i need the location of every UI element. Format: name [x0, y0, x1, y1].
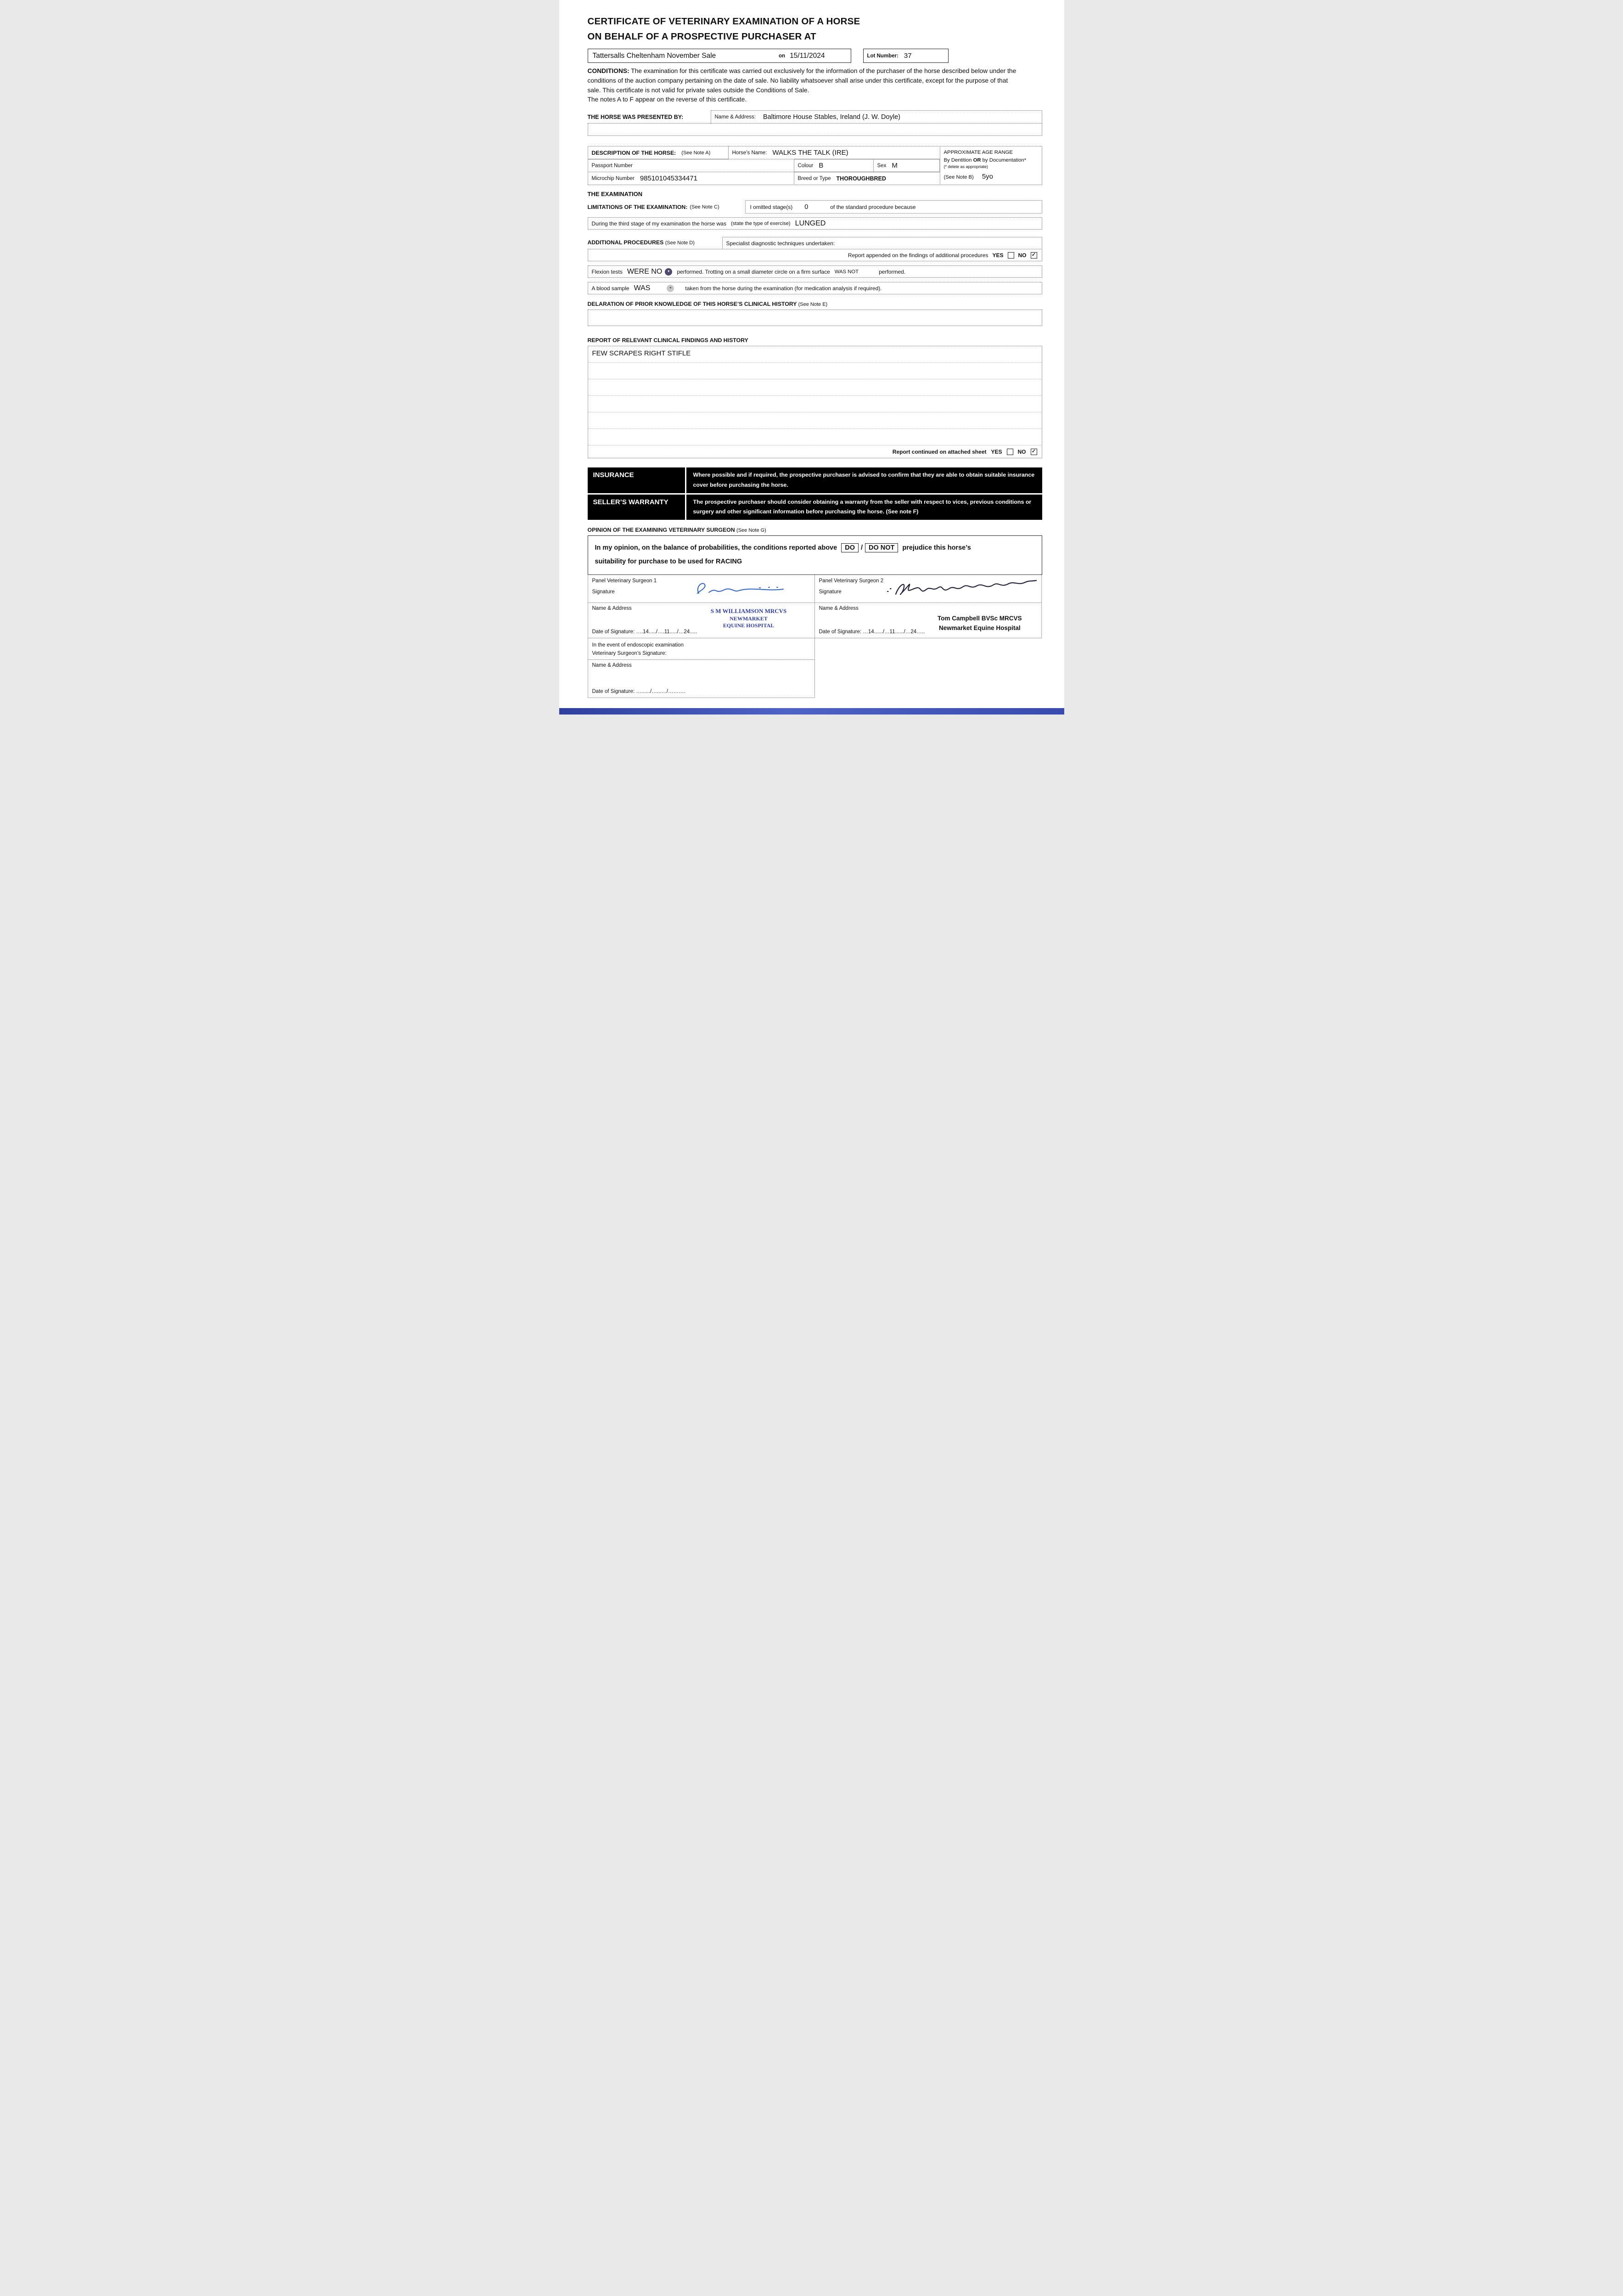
breed-value[interactable]: THOROUGHBRED — [836, 175, 886, 182]
report-continued-no-label: NO — [1017, 448, 1026, 455]
findings-heading: REPORT OF RELEVANT CLINICAL FINDINGS AND HISTORY — [587, 337, 748, 344]
insurance-label: INSURANCE — [588, 467, 685, 493]
age-range-see-note: (See Note B) — [943, 174, 974, 180]
surgeon1-stamp — [705, 608, 792, 630]
footer-bar — [559, 708, 1064, 715]
stamp-line-2: NEWMARKET — [730, 615, 768, 622]
sex-value[interactable]: M — [892, 162, 898, 170]
flexion-tests-field[interactable] — [588, 265, 1042, 278]
additional-procedures-row — [588, 237, 1042, 249]
report-appended-no-label: NO — [1018, 252, 1027, 259]
flexion-value[interactable]: WERE NO — [627, 267, 663, 276]
presented-by-value[interactable]: Baltimore House Stables, Ireland (J. W. Doyle) — [763, 113, 900, 121]
presented-by-label: THE HORSE WAS PRESENTED BY: — [587, 113, 684, 120]
findings-empty-row[interactable] — [588, 379, 1042, 396]
surgeon2-date-of-signature[interactable]: Date of Signature: …14....../…11....../…24….. — [819, 629, 925, 635]
sellers-warranty-label: SELLER’S WARRANTY — [588, 495, 685, 520]
report-continued-yes-checkbox[interactable] — [1007, 449, 1013, 455]
surgeon2-signature-label: Signature — [819, 589, 842, 595]
surgeon2-name-address-cell[interactable] — [814, 602, 1042, 638]
sale-name-value[interactable]: Tattersalls Cheltenham November Sale — [592, 51, 716, 60]
findings-entry[interactable]: FEW SCRAPES RIGHT STIFLE — [592, 349, 691, 358]
surgeon2-signature-image — [884, 576, 1040, 602]
breed-field[interactable] — [794, 172, 940, 185]
surgeon2-name: Tom Campbell BVSc MRCVS — [937, 615, 1022, 622]
description-label-cell — [588, 146, 729, 159]
limitations-row — [588, 200, 1042, 214]
flexion-prefix: Flexion tests — [591, 268, 623, 275]
surgeon1-name-address-label: Name & Address — [592, 606, 632, 611]
omitted-suffix: of the standard procedure because — [830, 203, 916, 210]
flexion-mid-text: performed. Trotting on a small diameter circle on a firm surface — [677, 268, 830, 275]
opinion-line-2: suitability for purchase to be used for RACING — [595, 558, 742, 565]
surgeon2-name-block — [938, 614, 1022, 633]
additional-procedures-label: ADDITIONAL PROCEDURES (See Note D) — [587, 239, 695, 246]
stamp-line-1: S M WILLIAMSON MRCVS — [710, 608, 787, 614]
lot-number-label: Lot Number: — [867, 53, 899, 59]
report-continued-row — [588, 445, 1042, 458]
colour-value[interactable]: B — [819, 162, 824, 170]
findings-empty-row[interactable] — [588, 412, 1042, 429]
opinion-heading-note: (See Note G) — [736, 528, 766, 533]
sale-date-value[interactable]: 15/11/2024 — [790, 51, 825, 60]
endoscopic-signature-cell[interactable] — [588, 638, 815, 660]
findings-empty-row[interactable] — [588, 429, 1042, 445]
certificate-page — [559, 0, 1064, 715]
lot-number-value[interactable]: 37 — [904, 52, 912, 60]
endoscopic-line-2: Veterinary Surgeon’s Signature: — [592, 651, 667, 657]
surgeon1-signature-label: Signature — [592, 589, 615, 595]
omitted-prefix: I omitted stage(s) — [750, 203, 793, 210]
do-option[interactable]: DO — [841, 543, 859, 552]
opinion-slash: / — [860, 544, 863, 551]
endoscopic-name-address-label: Name & Address — [592, 663, 632, 668]
age-range-delete-note: (* delete as appropriate) — [943, 164, 988, 169]
blood-suffix: taken from the horse during the examination (for medication analysis if required). — [685, 285, 882, 292]
sale-on-label: on — [779, 53, 786, 59]
passport-field[interactable] — [588, 159, 794, 172]
opinion-use-value[interactable]: RACING — [715, 558, 742, 565]
endoscopic-name-address-cell[interactable] — [588, 659, 815, 698]
passport-label: Passport Number — [591, 163, 633, 169]
conditions-note: The notes A to F appear on the reverse of this certificate. — [587, 96, 747, 103]
presented-by-extra-field[interactable] — [588, 123, 1042, 136]
certificate-content — [559, 0, 1064, 698]
horse-name-field[interactable] — [728, 146, 940, 159]
report-appended-row — [588, 249, 1042, 261]
conditions-paragraph — [588, 67, 1022, 105]
surgeon1-label: Panel Veterinary Surgeon 1 — [592, 578, 657, 584]
age-range-panel — [940, 146, 1042, 185]
surgeon1-name-address-cell[interactable] — [588, 602, 815, 638]
blood-sample-field[interactable] — [588, 282, 1042, 294]
report-continued-yes-label: YES — [991, 448, 1002, 455]
insurance-warranty-block — [588, 467, 1042, 520]
report-appended-yes-label: YES — [992, 252, 1004, 259]
findings-entry-row[interactable] — [588, 346, 1042, 363]
blood-value[interactable]: WAS — [634, 284, 651, 292]
report-appended-no-checkbox[interactable]: ✓ — [1031, 252, 1037, 259]
omitted-stages-field[interactable] — [745, 200, 1042, 214]
declaration-note: (See Note E) — [798, 302, 828, 308]
declaration-field[interactable] — [588, 310, 1042, 326]
report-continued-no-checkbox[interactable]: ✓ — [1031, 449, 1037, 455]
opinion-heading: OPINION OF THE EXAMINING VETERINARY SURGEON (See Note G) — [587, 527, 766, 533]
breed-label: Breed or Type — [797, 175, 831, 181]
third-stage-text: During the third stage of my examination the horse was — [591, 220, 726, 227]
horse-name-value[interactable]: WALKS THE TALK (IRE) — [772, 149, 848, 157]
findings-box — [588, 346, 1042, 458]
report-continued-label: Report continued on attached sheet — [892, 448, 987, 455]
additional-procedures-note: (See Note D) — [665, 240, 695, 246]
microchip-value[interactable]: 985101045334471 — [640, 174, 697, 183]
sex-field[interactable] — [873, 159, 940, 172]
declaration-heading: DELARATION OF PRIOR KNOWLEDGE OF THIS HORSE’S CLINICAL HISTORY (See Note E) — [587, 301, 828, 308]
conditions-label: CONDITIONS: — [587, 68, 629, 74]
lot-number-box[interactable] — [863, 49, 949, 63]
name-address-label: Name & Address: — [714, 114, 756, 120]
description-label: DESCRIPTION OF THE HORSE: — [591, 149, 676, 156]
findings-empty-row[interactable] — [588, 363, 1042, 379]
endoscopic-date-of-signature[interactable]: Date of Signature: …....../…...…/………. — [592, 689, 685, 694]
specialist-techniques-label: Specialist diagnostic techniques undertaken: — [726, 240, 835, 247]
limitations-note: (See Note C) — [690, 204, 719, 210]
sex-label: Sex — [877, 163, 887, 169]
horse-name-label: Horse’s Name: — [732, 150, 767, 156]
endoscopic-line-1: In the event of endoscopic examination — [592, 642, 684, 648]
description-label-note: (See Note A) — [681, 150, 711, 156]
surgeon1-date-of-signature[interactable]: Date of Signature: ….14...../….11...../…24..... — [592, 629, 697, 635]
opinion-line-1: In my opinion, on the balance of probabilities, the conditions reported above DO / DO NOT prejudice this horse’s — [595, 544, 971, 551]
age-range-method: By Dentition OR by Documentation* — [943, 157, 1027, 163]
sellers-warranty-text: The prospective purchaser should consider obtaining a warranty from the seller with respect to vices, previous conditions or surgery and other significant information before purchasing the horse. (See note F) — [686, 495, 1042, 520]
surgeon1-signature-cell[interactable] — [588, 574, 815, 603]
surgeon1-signature-image — [691, 579, 797, 600]
signatures-section — [588, 575, 1042, 698]
microchip-label: Microchip Number — [591, 175, 635, 181]
blood-prefix: A blood sample — [591, 285, 629, 292]
title-line-1: CERTIFICATE OF VETERINARY EXAMINATION OF A HORSE — [587, 16, 860, 27]
colour-label: Colour — [797, 163, 814, 169]
third-stage-field[interactable] — [588, 217, 1042, 230]
do-not-option[interactable]: DO NOT — [865, 543, 898, 552]
horse-description-table — [588, 146, 1042, 185]
examination-heading: THE EXAMINATION — [587, 191, 643, 198]
surgeon2-label: Panel Veterinary Surgeon 2 — [819, 578, 884, 584]
presented-by-section — [588, 110, 1042, 136]
third-stage-note: (state the type of exercise) — [730, 220, 791, 226]
stamp-line-3: EQUINE HOSPITAL — [723, 622, 775, 629]
age-range-value[interactable]: 5yo — [982, 172, 993, 180]
title-line-2: ON BEHALF OF A PROSPECTIVE PURCHASER AT — [587, 31, 816, 42]
insurance-text: Where possible and if required, the prospective purchaser is advised to confirm that they are able to obtain suitable insurance cover before purchasing the horse. — [686, 467, 1042, 493]
age-range-title: APPROXIMATE AGE RANGE — [943, 150, 1013, 156]
microchip-field[interactable] — [588, 172, 794, 185]
surgeon2-name-address-label: Name & Address — [819, 606, 859, 611]
flexion-dropdown-icon[interactable]: ▼ — [665, 268, 672, 276]
circle-test-value[interactable]: WAS NOT — [834, 269, 859, 275]
sale-name-box[interactable] — [588, 49, 851, 63]
blood-dropdown-icon[interactable]: ▼ — [667, 285, 674, 292]
surgeon2-signature-cell[interactable] — [814, 574, 1042, 603]
colour-field[interactable] — [794, 159, 874, 172]
findings-empty-row[interactable] — [588, 396, 1042, 412]
sale-row — [588, 49, 1042, 63]
report-appended-yes-checkbox[interactable] — [1008, 252, 1014, 259]
page-title — [588, 14, 1042, 44]
presented-by-field[interactable] — [711, 110, 1042, 124]
report-appended-label: Report appended on the findings of additional procedures — [848, 252, 988, 259]
opinion-box — [588, 535, 1042, 575]
omitted-value[interactable]: 0 — [804, 203, 809, 211]
third-stage-value[interactable]: LUNGED — [795, 219, 826, 227]
specialist-techniques-field[interactable] — [722, 237, 1042, 249]
flexion-suffix: performed. — [879, 268, 906, 275]
surgeon2-address: Newmarket Equine Hospital — [938, 624, 1021, 631]
conditions-text: The examination for this certificate was carried out exclusively for the information of the purchaser of the horse described below under the conditions of the auction company pertaining on the date of sale. No liability whatsoever shall arise under this certificate, except for the purpose of that sale. This certificate is not valid for private sales outside the Conditions of Sale. — [587, 68, 1016, 94]
limitations-label: LIMITATIONS OF THE EXAMINATION: (See Note C) — [587, 203, 719, 210]
